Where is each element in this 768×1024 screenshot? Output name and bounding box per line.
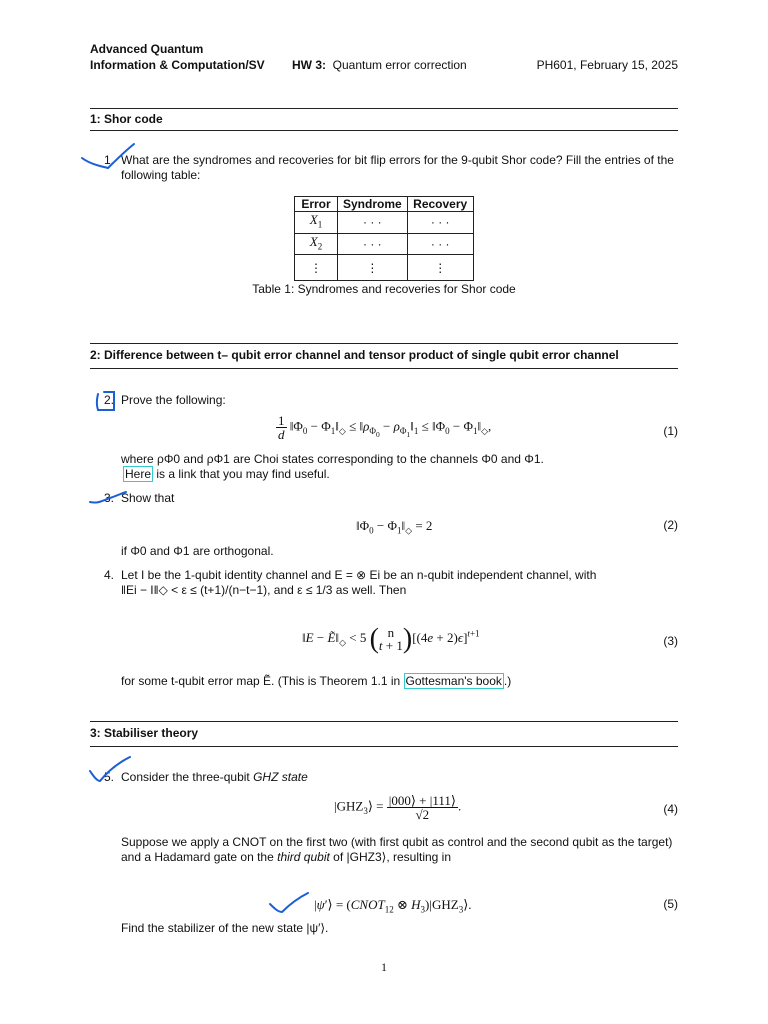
table-cell-syndrome: · · · [338,212,408,234]
course-date: PH601, February 15, 2025 [536,58,678,72]
q4-text2: ‖Ei − I‖◇ < ε ≤ (t+1)/(n−t−1), and ε ≤ 1/3 as well. Then [121,583,407,597]
box-mark-q2-icon [90,388,120,416]
section2-bottom-rule [90,368,678,369]
table-cell-recovery: · · · [407,212,473,234]
equation-3-number: (3) [663,634,678,648]
table-cell-recovery: · · · [407,233,473,255]
checkmark-q5-icon [88,755,134,785]
equation-1: $\frac{1}{d}$ $‖\Phi_0$ − $\Phi_1‖_◇$ ≤ $‖\rho_{\Phi_0}$ − $\rho_{\Phi_1}‖_1$ ≤ $‖\Phi_0$ − $\Phi_1‖_◇$, [278,413,492,442]
hw-label: HW 3: [292,58,326,72]
q5-final: Find the stabilizer of the new state |ψ′⟩. [121,921,329,935]
checkmark-eq5-icon [268,890,312,916]
q4-after [121,674,511,689]
section2-title: 2: Difference between t– qubit error channel and tensor product of single qubit error channel [90,348,619,362]
q5-number: 5. [104,770,115,784]
q5-para-text: Suppose we apply a CNOT on the first two (with first qubit as control and the second qubit as the target) and a Hadamard gate on the [121,835,673,864]
q4-after-text: for some t-qubit error map Ẽ. (This is Theorem 1.1 in [121,674,404,688]
q3-after: if Φ0 and Φ1 are orthogonal. [121,544,274,558]
table-header-recovery: Recovery [407,197,473,212]
section1-title: 1: Shor code [90,112,163,126]
table-row [295,233,474,255]
q4-number: 4. [104,568,115,582]
course-name-line1: Advanced Quantum [90,42,204,56]
q2-number: 2. [104,393,115,407]
section1-top-rule [90,108,678,109]
equation-5-number: (5) [663,897,678,911]
hw-heading [292,58,467,73]
q2-where: where ρΦ0 and ρΦ1 are Choi states corresponding to the channels Φ0 and Φ1. [121,452,544,466]
table-cell-recovery: ⋮ [407,255,473,281]
table-cell-syndrome: ⋮ [338,255,408,281]
table-cell-error: ⋮ [295,255,338,281]
section2-top-rule [90,343,678,344]
syndrome-table [294,196,474,281]
section3-title: 3: Stabiliser theory [90,726,199,740]
q2-link-rest: is a link that you may find useful. [153,467,330,481]
table-header-row [295,197,474,212]
here-link[interactable]: Here [125,467,152,481]
q2-link-line [123,467,330,482]
table-row [295,212,474,234]
table-header-syndrome: Syndrome [338,197,408,212]
q1-number: 1. [104,153,115,167]
hw-title: Quantum error correction [332,58,467,72]
table-cell-error: $X_1$ [295,212,338,234]
gottesman-book-link[interactable]: Gottesman's book [405,674,502,688]
q5-text-line [121,770,308,785]
q4-text: Let I be the 1-qubit identity channel and E = ⊗ Ei be an n-qubit independent channel, with [121,568,597,582]
q5-para-end: of |GHZ3⟩, resulting in [333,850,452,864]
table-cell-error: $X_2$ [295,233,338,255]
equation-4: $|GHZ_3⟩$ = $\frac{|000⟩ + |111⟩}{√2}$ . [334,793,462,822]
q1-text: What are the syndromes and recoveries for bit flip errors for the 9-qubit Shor code? Fill the entries of the following table: [121,153,674,182]
q2-text: Prove the following: [121,393,226,407]
section3-top-rule [90,721,678,722]
checkmark-q1-icon [80,140,140,180]
table-header-error: Error [295,197,338,212]
q5-paragraph [121,835,678,865]
table-row [295,255,474,281]
table-caption: Table 1: Syndromes and recoveries for Shor code [252,282,516,296]
equation-1-number: (1) [663,424,678,438]
q5-italic: GHZ state [253,770,308,784]
section3-bottom-rule [90,746,678,747]
checkmark-q3-icon [88,488,128,508]
equation-2: $‖\Phi_0$ − $\Phi_1‖_◇ = 2$ [356,518,433,536]
page-number: 1 [381,960,387,974]
q5-para-italic: third qubit [277,850,330,864]
equation-5: |ψ′⟩ = ($CNOT_{12}$ ⊗ $H_3)|GHZ_3⟩$. [314,897,472,915]
equation-2-number: (2) [663,518,678,532]
equation-3: ‖E − $Ẽ‖_◇ < 5$ ( n t + 1 )$[(4e + 2)\epsilon]^{t+1}$ [302,623,480,655]
equation-4-number: (4) [663,802,678,816]
table-cell-syndrome: · · · [338,233,408,255]
q4-after-end: .) [503,674,512,688]
q3-number: 3. [104,491,115,505]
q5-text: Consider the three-qubit [121,770,250,784]
q3-text: Show that [121,491,175,505]
course-name-line2: Information & Computation/SV [90,58,265,72]
section1-bottom-rule [90,130,678,131]
